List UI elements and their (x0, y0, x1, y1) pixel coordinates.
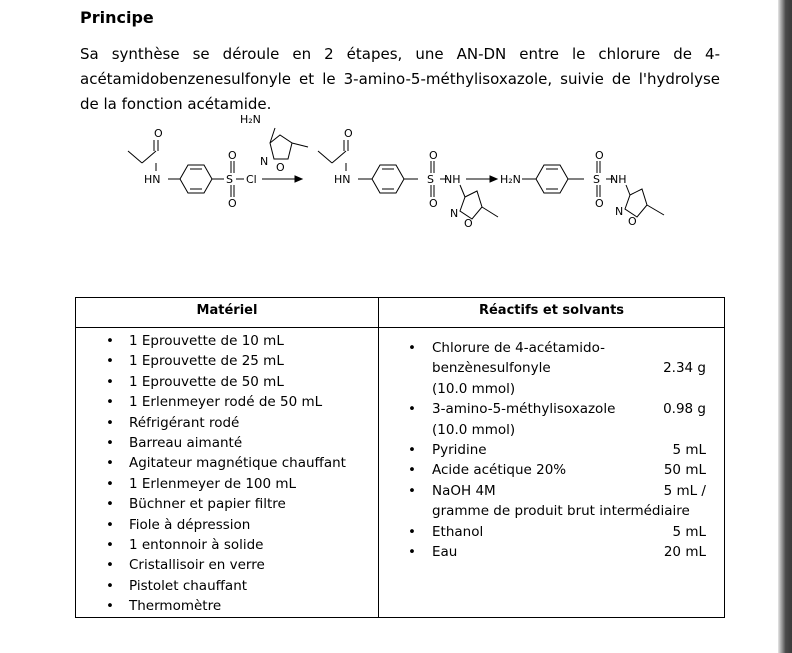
scheme-label-s-1: S (226, 173, 233, 186)
list-item: • Thermomètre (102, 596, 346, 616)
scheme-label-o-1b: O (228, 197, 237, 210)
scheme-label-o-2c: O (464, 217, 473, 230)
list-item: • Büchner et papier filtre (102, 494, 346, 514)
list-item: • 1 Eprouvette de 25 mL (102, 351, 346, 371)
materiel-list (102, 331, 346, 616)
reagent-name-line: • 3-amino-5-méthylisoxazole (432, 401, 616, 418)
reaction-scheme (120, 113, 690, 238)
scheme-label-cl: Cl (246, 173, 257, 186)
scheme-label-n-3: N (615, 205, 624, 218)
reagent-name-line: • Ethanol (432, 523, 484, 540)
scheme-label-hn-2: HN (334, 173, 351, 186)
list-item: • Agitateur magnétique chauffant (102, 453, 346, 473)
reagent-name-line: • Eau (432, 544, 458, 561)
reagent-item (406, 542, 706, 562)
reagent-name-line: • Acide acétique 20% (432, 462, 567, 479)
section-heading: Principe (80, 8, 154, 27)
window-scroll-edge (778, 0, 792, 653)
scheme-label-o-2a: O (429, 149, 438, 162)
list-item: • Barreau aimanté (102, 433, 346, 453)
scheme-label-o-3a: O (595, 149, 604, 162)
reagent-quantity: 5 mL (672, 523, 706, 540)
reagent-name-line: gramme de produit brut intermédiaire (432, 503, 690, 520)
reagent-amount-line: (10.0 mmol) (432, 380, 516, 397)
scheme-label-o-3c: O (628, 215, 637, 228)
reagent-quantity: 20 mL (663, 544, 706, 561)
intro-paragraph: Sa synthèse se déroule en 2 étapes, une AN-DN entre le chlorure de 4-acétamidobenzenesulfonyle et le 3-amino-5-méthylisoxazole, suivie de l'hydrolyse de la fonction acétamide. (80, 45, 720, 113)
scheme-label-o-3b: O (595, 197, 604, 210)
reagent-item (406, 522, 706, 542)
list-item: • 1 entonnoir à solide (102, 535, 346, 555)
list-item: • 1 Eprouvette de 10 mL (102, 331, 346, 351)
scheme-label-s-2: S (427, 173, 434, 186)
list-item: • Pistolet chauffant (102, 576, 346, 596)
scheme-label-nh-3: NH (610, 173, 627, 186)
reagent-name-line: • Chlorure de 4-acétamido- (432, 340, 605, 356)
list-item: • 1 Erlenmeyer de 100 mL (102, 474, 346, 494)
reagent-name-line: benzènesulfonyle (432, 360, 551, 377)
scheme-label-nh-2: NH (444, 173, 461, 186)
reagent-quantity: 5 mL (672, 442, 706, 459)
column-divider (378, 298, 379, 617)
reagent-item (406, 460, 706, 480)
scheme-label-s-3: S (593, 173, 600, 186)
list-item: • 1 Erlenmeyer rodé de 50 mL (102, 392, 346, 412)
reagent-name-line: • NaOH 4M (432, 482, 496, 499)
reagent-item (406, 481, 706, 522)
header-divider (76, 327, 724, 328)
scheme-label-hn-1: HN (144, 173, 161, 186)
reagent-item (406, 338, 706, 399)
reactifs-list (406, 338, 706, 562)
materiel-header: Matériel (196, 303, 258, 318)
scheme-label-o-reagent: O (276, 161, 285, 174)
scheme-label-n-2: N (450, 207, 459, 220)
scheme-label-n-reagent: N (260, 155, 269, 168)
list-item: • Réfrigérant rodé (102, 413, 346, 433)
reagent-quantity: 5 mL / (663, 482, 706, 499)
reagent-amount-line: (10.0 mmol) (432, 421, 516, 438)
list-item: • Fiole à dépression (102, 515, 346, 535)
scheme-label-h2n-reagent: H₂N (240, 113, 261, 126)
scheme-label-o-acyl-2: O (344, 127, 353, 140)
scheme-label-o-1a: O (228, 149, 237, 162)
scheme-label-o-acyl-1: O (154, 127, 163, 140)
reagent-item (406, 440, 706, 460)
reagent-quantity: 50 mL (663, 462, 706, 479)
scheme-label-h2n-product: H₂N (500, 173, 521, 186)
reagent-item (406, 399, 706, 440)
list-item: • 1 Eprouvette de 50 mL (102, 372, 346, 392)
reagent-quantity: 2.34 g (663, 360, 706, 377)
list-item: • Cristallisoir en verre (102, 555, 346, 575)
reagent-quantity: 0.98 g (663, 401, 706, 418)
materials-table (75, 297, 725, 618)
scheme-label-o-2b: O (429, 197, 438, 210)
reactifs-header: Réactifs et solvants (478, 303, 625, 318)
reagent-name-line: • Pyridine (432, 442, 487, 459)
